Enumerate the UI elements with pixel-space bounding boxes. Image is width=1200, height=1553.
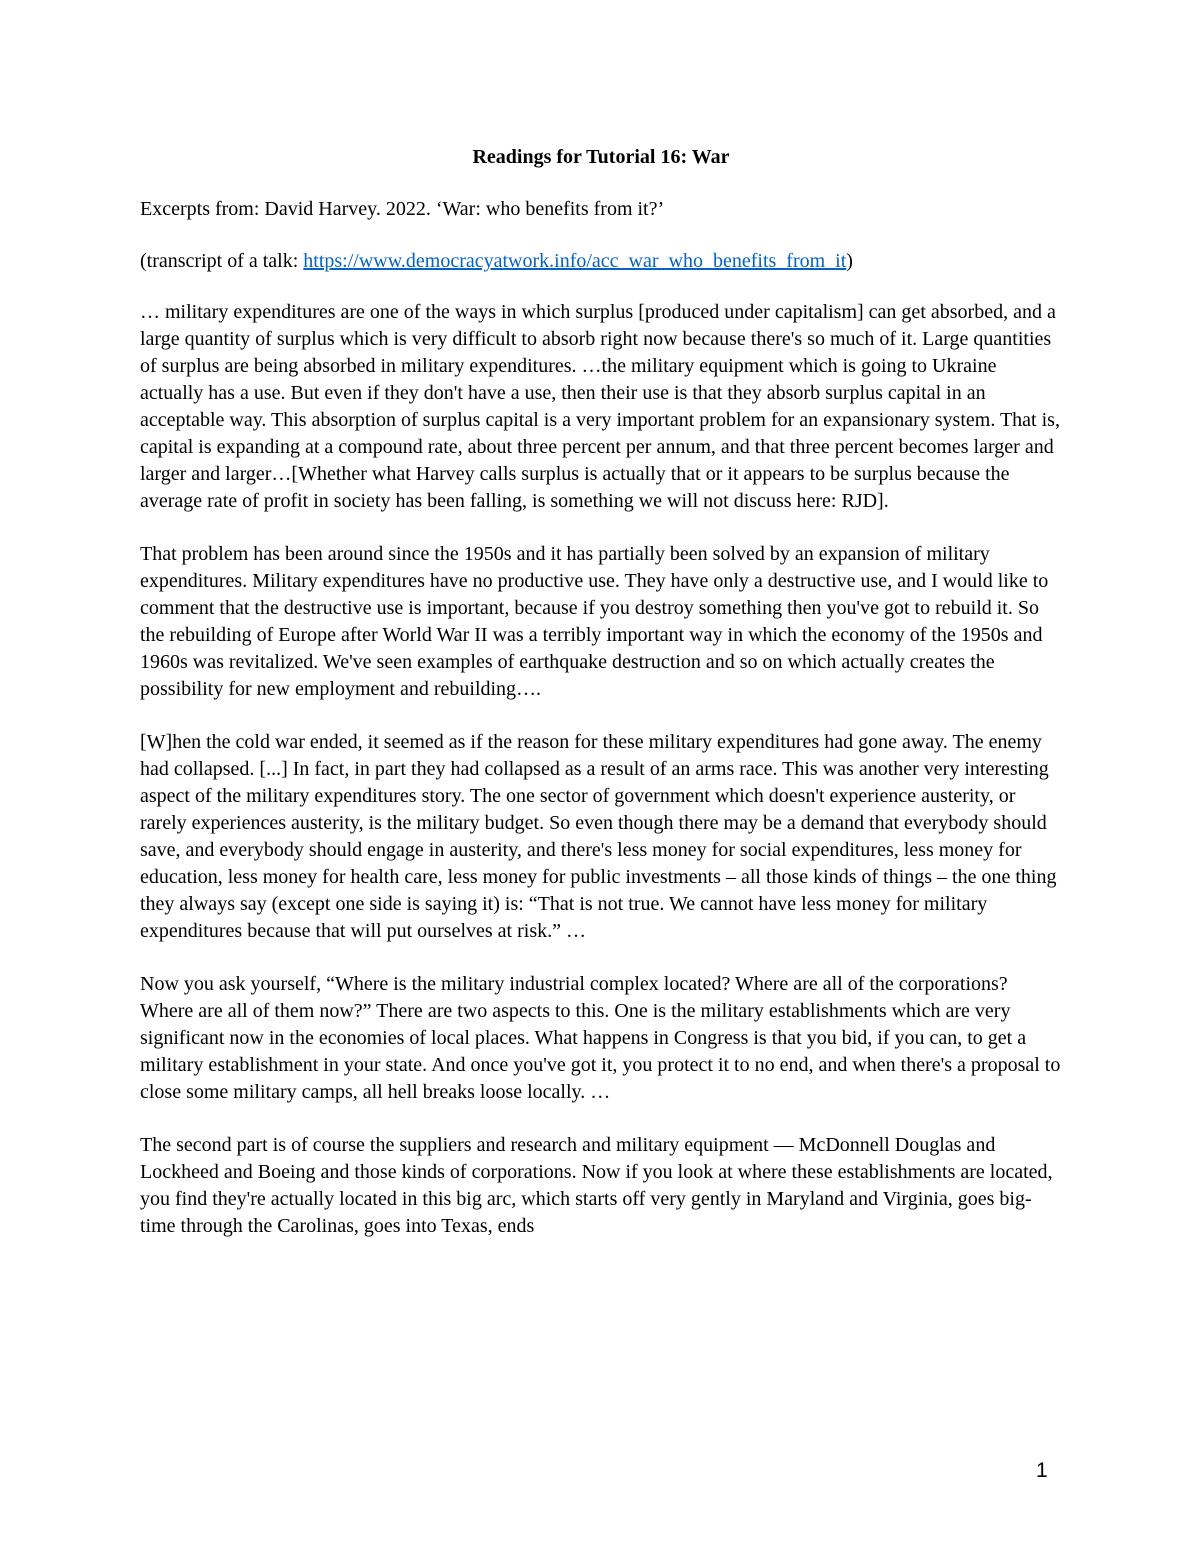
source-citation: Excerpts from: David Harvey. 2022. ‘War: who benefits from it?’ [140, 198, 665, 220]
excerpt-paragraph-4: Now you ask yourself, “Where is the military industrial complex located? Where are all of the corporations? Where are all of them now?” There are two aspects to this. One is the military establishments which are very significant now in the economies of local places. What happens in Congress is that you bid, if you can, to get a military establishment in your state. And once you've got it, you protect it to no end, and when there's a proposal to close some military camps, all hell breaks loose locally. … [140, 973, 1061, 1103]
transcript-prefix: (transcript of a talk: [140, 250, 304, 272]
transcript-line [140, 248, 1062, 275]
page-number: 1 [1036, 1459, 1048, 1482]
excerpt-paragraph-2: That problem has been around since the 1950s and it has partially been solved by an expansion of military expenditures. Military expenditures have no productive use. They have only a destructive use, and I would like to comment that the destructive use is important, because if you destroy something then you've got to rebuild it. So the rebuilding of Europe after World War II was a terribly important way in which the economy of the 1950s and 1960s was revitalized. We've seen examples of earthquake destruction and so on which actually creates the possibility for new employment and rebuilding…. [140, 543, 1049, 700]
excerpt-paragraph-1: … military expenditures are one of the ways in which surplus [produced under capitalism] can get absorbed, and a large quantity of surplus which is very difficult to absorb right now because there's so much of it. Large quantities of surplus are being absorbed in military expenditures. …the military equipment which is going to Ukraine actually has a use. But even if they don't have a use, then their use is that they absorb surplus capital in an acceptable way. This absorption of surplus capital is a very important problem for an expansionary system. That is, capital is expanding at a compound rate, about three percent per annum, and that three percent becomes larger and larger and larger…[Whether what Harvey calls surplus is actually that or it appears to be surplus because the average rate of profit in society has been falling, is something we will not discuss here: RJD]. [140, 301, 1060, 512]
excerpt-paragraph-5: The second part is of course the suppliers and research and military equipment — McDonnell Douglas and Lockheed and Boeing and those kinds of corporations. Now if you look at where these establishments are located, you find they're actually located in this big arc, which starts off very gently in Maryland and Virginia, goes big-time through the Carolinas, goes into Texas, ends [140, 1134, 1053, 1237]
transcript-link[interactable]: https://www.democracyatwork.info/acc_war_who_benefits_from_it [303, 250, 847, 272]
document-title: Readings for Tutorial 16: War [472, 146, 730, 168]
excerpt-paragraph-3: [W]hen the cold war ended, it seemed as if the reason for these military expenditures had gone away. The enemy had collapsed. [...] In fact, in part they had collapsed as a result of an arms race. This was another very interesting aspect of the military expenditures story. The one sector of government which doesn't experience austerity, or rarely experiences austerity, is the military budget. So even though there may be a demand that everybody should save, and everybody should engage in austerity, and there's less money for social expenditures, less money for education, less money for health care, less money for public investments – all those kinds of things – the one thing they always say (except one side is saying it) is: “That is not true. We cannot have less money for military expenditures because that will put ourselves at risk.” … [140, 731, 1057, 942]
transcript-suffix: ) [846, 250, 853, 272]
document-body [140, 144, 1062, 1266]
